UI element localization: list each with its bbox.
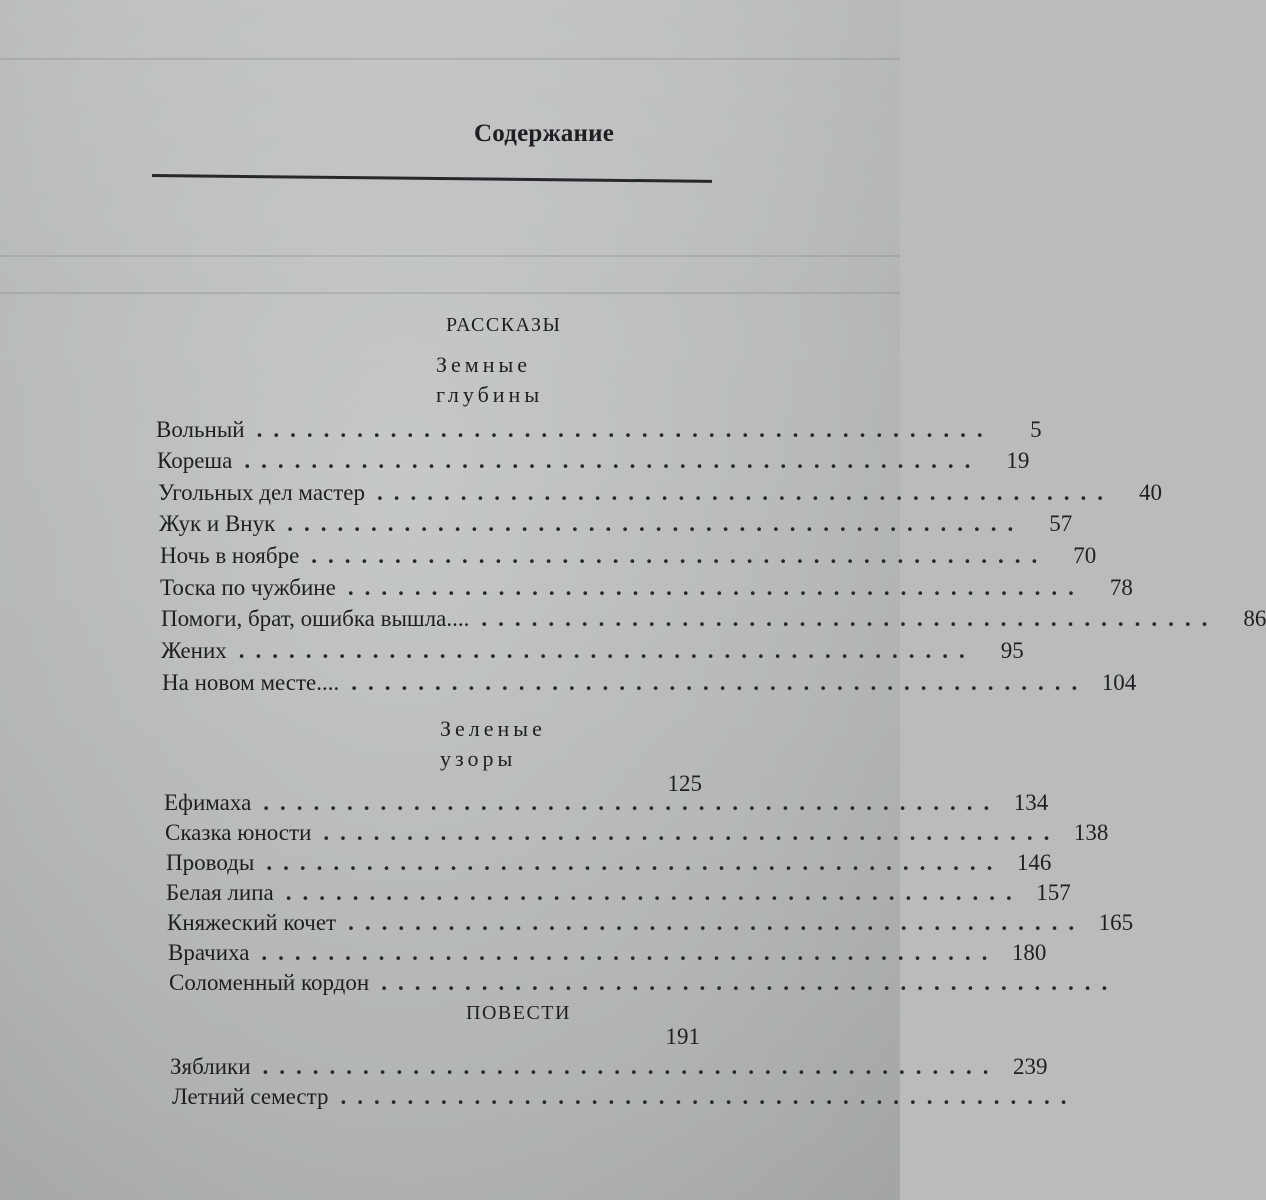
- toc-entry: [168, 940, 1047, 970]
- toc-entry-page: 157: [1036, 880, 1071, 905]
- group-heading-earth-depths: [436, 350, 543, 410]
- toc-entry-title: Летний семестр: [172, 1084, 329, 1109]
- group-heading-line: узоры: [440, 746, 517, 771]
- toc-entry-page: 138: [1073, 820, 1109, 845]
- toc-leader: ............................................: [347, 575, 1085, 600]
- toc-entry: [158, 480, 1163, 510]
- toc-entry: [164, 790, 1049, 820]
- toc-entry-page: 70: [1073, 543, 1097, 568]
- toc-entry-page: 104: [1101, 670, 1137, 695]
- toc-entry: [156, 417, 1042, 447]
- toc-entry-title: Врачиха: [168, 940, 250, 965]
- toc-entry-title: Белая липа: [166, 880, 274, 905]
- toc-entry-page: 146: [1016, 850, 1052, 875]
- toc-entry-page: 40: [1139, 480, 1163, 505]
- toc-entry: [160, 575, 1133, 605]
- toc-entry-page: 57: [1049, 511, 1073, 536]
- page-fold-line: [0, 292, 900, 294]
- toc-entry: [169, 970, 1119, 1000]
- toc-leader: ............................................: [256, 417, 994, 442]
- toc-entry-title: Жук и Внук: [159, 511, 276, 536]
- toc-entry-page: 86: [1243, 606, 1266, 631]
- toc-entry: [165, 820, 1109, 850]
- toc-entry-page: 239: [1013, 1054, 1048, 1079]
- toc-leader: ............................................: [340, 1084, 1078, 1109]
- toc-entry-title: Сказка юности: [165, 820, 312, 845]
- toc-entry-page: 180: [1011, 940, 1047, 965]
- toc-entry-page: 125: [667, 771, 702, 796]
- toc-leader: ............................................: [263, 790, 1001, 815]
- toc-entry-page: 78: [1109, 575, 1133, 600]
- toc-entry: [172, 1084, 1078, 1114]
- toc-entry: [166, 850, 1052, 880]
- toc-entry-title: Помоги, брат, ошибка вышла....: [161, 606, 470, 631]
- toc-entry: [159, 511, 1073, 541]
- toc-leader: ............................................: [377, 480, 1115, 505]
- toc-leader: ............................................: [261, 940, 999, 965]
- toc-entry-page: 134: [1013, 790, 1049, 815]
- toc-leader: ............................................: [262, 1054, 1000, 1079]
- toc-entry-title: Кореша: [157, 448, 233, 473]
- page-fold-line: [0, 255, 900, 257]
- toc-entry-title: Ефимаха: [164, 790, 252, 815]
- toc-leader: ............................................: [287, 511, 1025, 536]
- group-heading-line: Зеленые: [440, 716, 546, 741]
- toc-entry: [167, 910, 1134, 940]
- toc-leader: ............................................: [311, 543, 1049, 568]
- toc-entry-title: Угольных дел мастер: [158, 480, 366, 505]
- group-heading-green-patterns: [440, 714, 546, 774]
- toc-entry: [170, 1054, 1048, 1084]
- toc-entry: [161, 638, 1024, 668]
- toc-entry: [162, 670, 1137, 700]
- toc-leader: ............................................: [266, 850, 1004, 875]
- group-heading-line: Земные: [436, 352, 532, 377]
- toc-leader: ............................................: [351, 670, 1089, 695]
- toc-entry: [166, 880, 1071, 910]
- toc-entry-page: 5: [1030, 417, 1042, 442]
- toc-leader: ............................................: [481, 606, 1219, 631]
- toc-entry-title: Соломенный кордон: [169, 970, 370, 995]
- page-shading: [0, 58, 900, 60]
- toc-entry: [161, 606, 1266, 636]
- toc-entry-page: 191: [665, 1024, 700, 1049]
- section-heading-stories: РАССКАЗЫ: [446, 314, 562, 336]
- toc-leader: ............................................: [348, 910, 1086, 935]
- group-heading-line: глубины: [436, 382, 544, 407]
- toc-leader: ............................................: [244, 448, 982, 473]
- title-rule: [152, 174, 712, 183]
- toc-leader: ............................................: [285, 880, 1023, 905]
- toc-entry-page: 19: [1006, 448, 1030, 473]
- toc-entry-title: Жених: [161, 638, 227, 663]
- toc-entry-title: Тоска по чужбине: [160, 575, 336, 600]
- toc-entry-title: На новом месте....: [162, 670, 340, 695]
- toc-entry-page: 95: [1000, 638, 1024, 663]
- toc-entry-title: Ночь в ноябре: [160, 543, 300, 568]
- section-heading-novellas: ПОВЕСТИ: [466, 1002, 571, 1024]
- toc-entry-page: 165: [1098, 910, 1134, 935]
- toc-leader: ............................................: [238, 638, 976, 663]
- toc-entry: [160, 543, 1097, 573]
- toc-entry-title: Проводы: [166, 850, 255, 875]
- toc-leader: ............................................: [381, 970, 1119, 995]
- toc-leader: ............................................: [323, 820, 1061, 845]
- toc-entry-title: Княжеский кочет: [167, 910, 337, 935]
- toc-entry-title: Вольный: [156, 417, 245, 442]
- page-title: Содержание: [474, 120, 615, 147]
- toc-entry: [157, 448, 1030, 478]
- toc-entry-title: Зяблики: [170, 1054, 251, 1079]
